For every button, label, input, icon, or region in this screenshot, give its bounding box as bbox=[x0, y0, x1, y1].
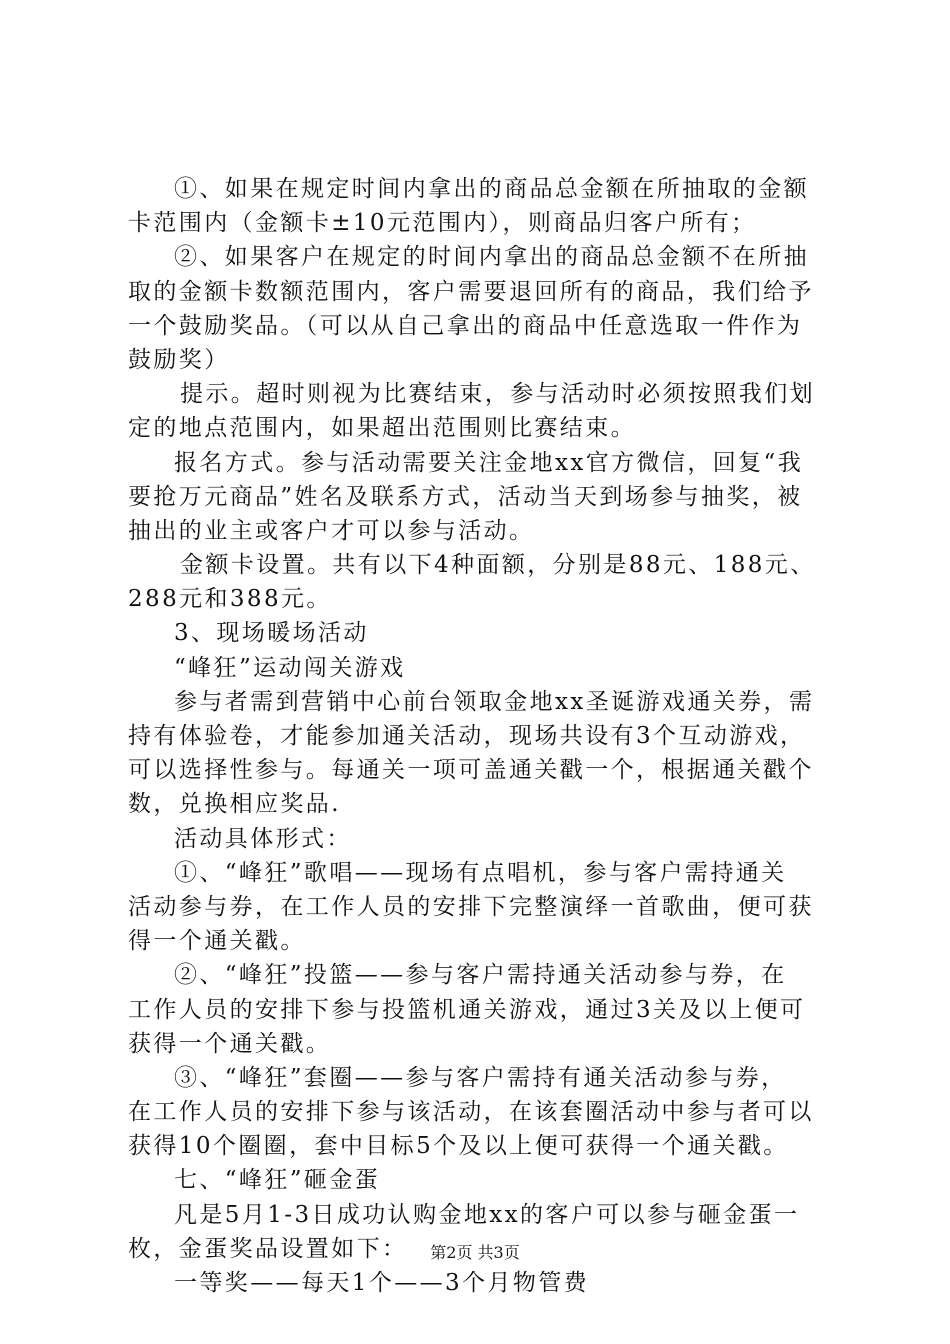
text-line: “峰狂”运动闯关游戏 bbox=[174, 654, 406, 681]
text-line: 鼓励奖） bbox=[128, 346, 230, 373]
text-line: 金额卡设置。共有以下4种面额，分别是88元、188元、 bbox=[180, 552, 816, 579]
document-body bbox=[128, 172, 840, 1300]
text-line: 工作人员的安排下参与投篮机通关游戏，通过3关及以上便可 bbox=[128, 996, 806, 1023]
text-line: 枚，金蛋奖品设置如下： bbox=[128, 1235, 408, 1262]
text-line: 获得一个通关戳。 bbox=[128, 1030, 332, 1057]
text-line: ①、如果在规定时间内拿出的商品总金额在所抽取的金额 bbox=[174, 176, 809, 202]
text-line: 活动参与券，在工作人员的安排下完整演绎一首歌曲，便可获 bbox=[128, 893, 814, 920]
page-footer: 第2页 共3页 bbox=[430, 1243, 520, 1262]
text-line: 得一个通关戳。 bbox=[128, 928, 306, 955]
text-line: ③、“峰狂”套圈——参与客户需持有通关活动参与券， bbox=[174, 1064, 787, 1091]
text-line: 定的地点范围内，如果超出范围则比赛结束。 bbox=[128, 415, 636, 442]
text-line: 七、“峰狂”砸金蛋 bbox=[174, 1167, 381, 1194]
text-line: 288元和388元。 bbox=[128, 586, 332, 613]
text-line: 提示。超时则视为比赛结束，参与活动时必须按照我们划 bbox=[180, 381, 815, 408]
text-line: 活动具体形式： bbox=[174, 825, 352, 852]
text-line: 3、现场暖场活动 bbox=[174, 620, 369, 647]
text-line: 持有体验卷，才能参加通关活动，现场共设有3个互动游戏， bbox=[128, 723, 806, 749]
text-line: 抽出的业主或客户才可以参与活动。 bbox=[128, 517, 535, 544]
text-line: 取的金额卡数额范围内，客户需要退回所有的商品，我们给予 bbox=[128, 278, 814, 305]
text-line: 在工作人员的安排下参与该活动，在该套圈活动中参与者可以 bbox=[128, 1099, 814, 1126]
text-line: 要抢万元商品”姓名及联系方式，活动当天到场参与抽奖，被 bbox=[128, 483, 803, 510]
text-line: 凡是5月1-3日成功认购金地xx的客户可以参与砸金蛋一 bbox=[174, 1201, 800, 1228]
text-line: 获得10个圈圈，套中目标5个及以上便可获得一个通关戳。 bbox=[128, 1133, 789, 1160]
text-line: ②、如果客户在规定的时间内拿出的商品总金额不在所抽 bbox=[174, 244, 809, 271]
text-line: 卡范围内（金额卡±10元范围内），则商品归客户所有； bbox=[128, 210, 757, 237]
text-line: 一个鼓励奖品。（可以从自己拿出的商品中任意选取一件作为 bbox=[128, 312, 803, 339]
text-line: 参与者需到营销中心前台领取金地xx圣诞游戏通关券，需 bbox=[174, 688, 815, 715]
text-line: 一等奖——每天1个——3个月物管费 bbox=[174, 1270, 590, 1296]
text-line: ②、“峰狂”投篮——参与客户需持通关活动参与券，在 bbox=[174, 962, 787, 989]
text-line: 可以选择性参与。每通关一项可盖通关戳一个，根据通关戳个 bbox=[128, 757, 814, 784]
text-line: 数，兑换相应奖品. bbox=[128, 791, 341, 818]
text-line: 报名方式。参与活动需要关注金地xx官方微信，回复“我 bbox=[174, 449, 804, 476]
text-line: ①、“峰狂”歌唱——现场有点唱机，参与客户需持通关 bbox=[174, 859, 787, 886]
